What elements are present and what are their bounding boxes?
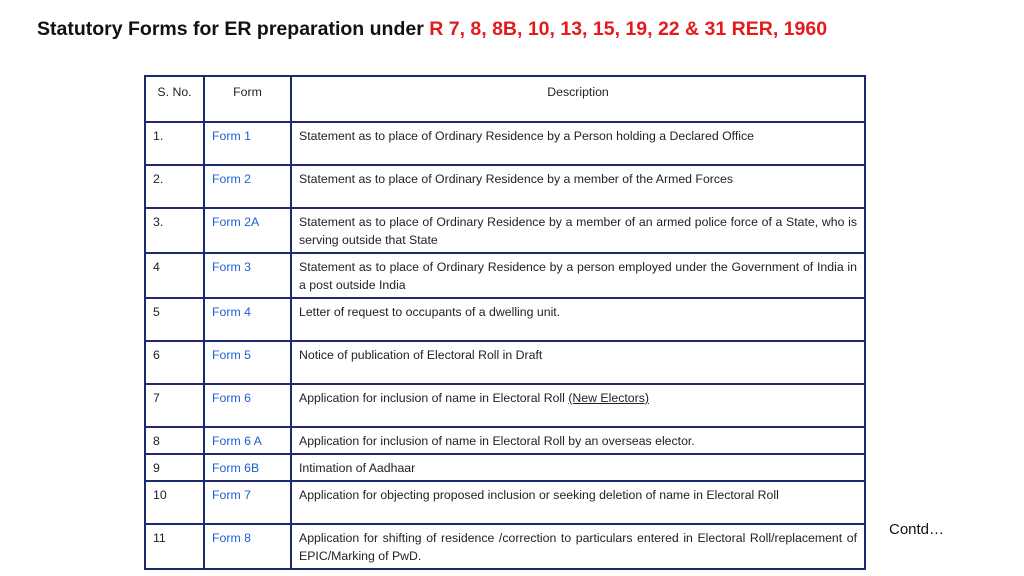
cell-sno: 1. [145, 122, 204, 165]
cell-sno: 3. [145, 208, 204, 253]
table-row [145, 341, 865, 384]
table-row [145, 253, 865, 298]
cell-form-link[interactable]: Form 7 [204, 481, 291, 524]
cell-form-link[interactable]: Form 1 [204, 122, 291, 165]
cell-sno: 4 [145, 253, 204, 298]
cell-sno: 7 [145, 384, 204, 427]
header-form: Form [204, 76, 291, 122]
cell-description: Application for shifting of residence /correction to particulars entered in Electoral Roll/replacement of EPIC/Marking of PwD. [291, 524, 865, 569]
cell-sno: 9 [145, 454, 204, 481]
cell-form-link[interactable]: Form 5 [204, 341, 291, 384]
table-row [145, 481, 865, 524]
table-row [145, 384, 865, 427]
page-title [37, 18, 827, 41]
cell-description: Application for inclusion of name in Electoral Roll by an overseas elector. [291, 427, 865, 454]
table-row [145, 122, 865, 165]
cell-description: Statement as to place of Ordinary Residence by a member of an armed police force of a State, who is serving outside that State [291, 208, 865, 253]
forms-table [144, 75, 866, 570]
cell-sno: 5 [145, 298, 204, 341]
cell-form-link[interactable]: Form 3 [204, 253, 291, 298]
cell-sno: 8 [145, 427, 204, 454]
cell-description: Statement as to place of Ordinary Residence by a Person holding a Declared Office [291, 122, 865, 165]
cell-description: Statement as to place of Ordinary Residence by a member of the Armed Forces [291, 165, 865, 208]
cell-form-link[interactable]: Form 6 A [204, 427, 291, 454]
cell-sno: 2. [145, 165, 204, 208]
cell-description: Letter of request to occupants of a dwelling unit. [291, 298, 865, 341]
cell-description [291, 384, 865, 427]
table-row [145, 298, 865, 341]
cell-sno: 6 [145, 341, 204, 384]
table-row [145, 208, 865, 253]
cell-form-link[interactable]: Form 6B [204, 454, 291, 481]
description-underlined-text: (New Electors) [568, 391, 649, 405]
table-header-row [145, 76, 865, 122]
title-rules: R 7, 8, 8B, 10, 13, 15, 19, 22 & 31 RER, 1960 [429, 18, 828, 40]
cell-description: Intimation of Aadhaar [291, 454, 865, 481]
header-description: Description [291, 76, 865, 122]
cell-form-link[interactable]: Form 2 [204, 165, 291, 208]
cell-sno: 10 [145, 481, 204, 524]
table-row [145, 165, 865, 208]
table-row [145, 427, 865, 454]
cell-form-link[interactable]: Form 4 [204, 298, 291, 341]
cell-description: Notice of publication of Electoral Roll in Draft [291, 341, 865, 384]
cell-form-link[interactable]: Form 2A [204, 208, 291, 253]
header-sno: S. No. [145, 76, 204, 122]
cell-description: Application for objecting proposed inclusion or seeking deletion of name in Electoral Roll [291, 481, 865, 524]
title-prefix: Statutory Forms for ER preparation under [37, 18, 430, 40]
cell-form-link[interactable]: Form 6 [204, 384, 291, 427]
table-row [145, 524, 865, 569]
cell-form-link[interactable]: Form 8 [204, 524, 291, 569]
cell-sno: 11 [145, 524, 204, 569]
continued-label: Contd… [889, 521, 945, 538]
cell-description: Statement as to place of Ordinary Residence by a person employed under the Government of India in a post outside India [291, 253, 865, 298]
description-text: Application for inclusion of name in Electoral Roll [299, 391, 569, 405]
table-row [145, 454, 865, 481]
